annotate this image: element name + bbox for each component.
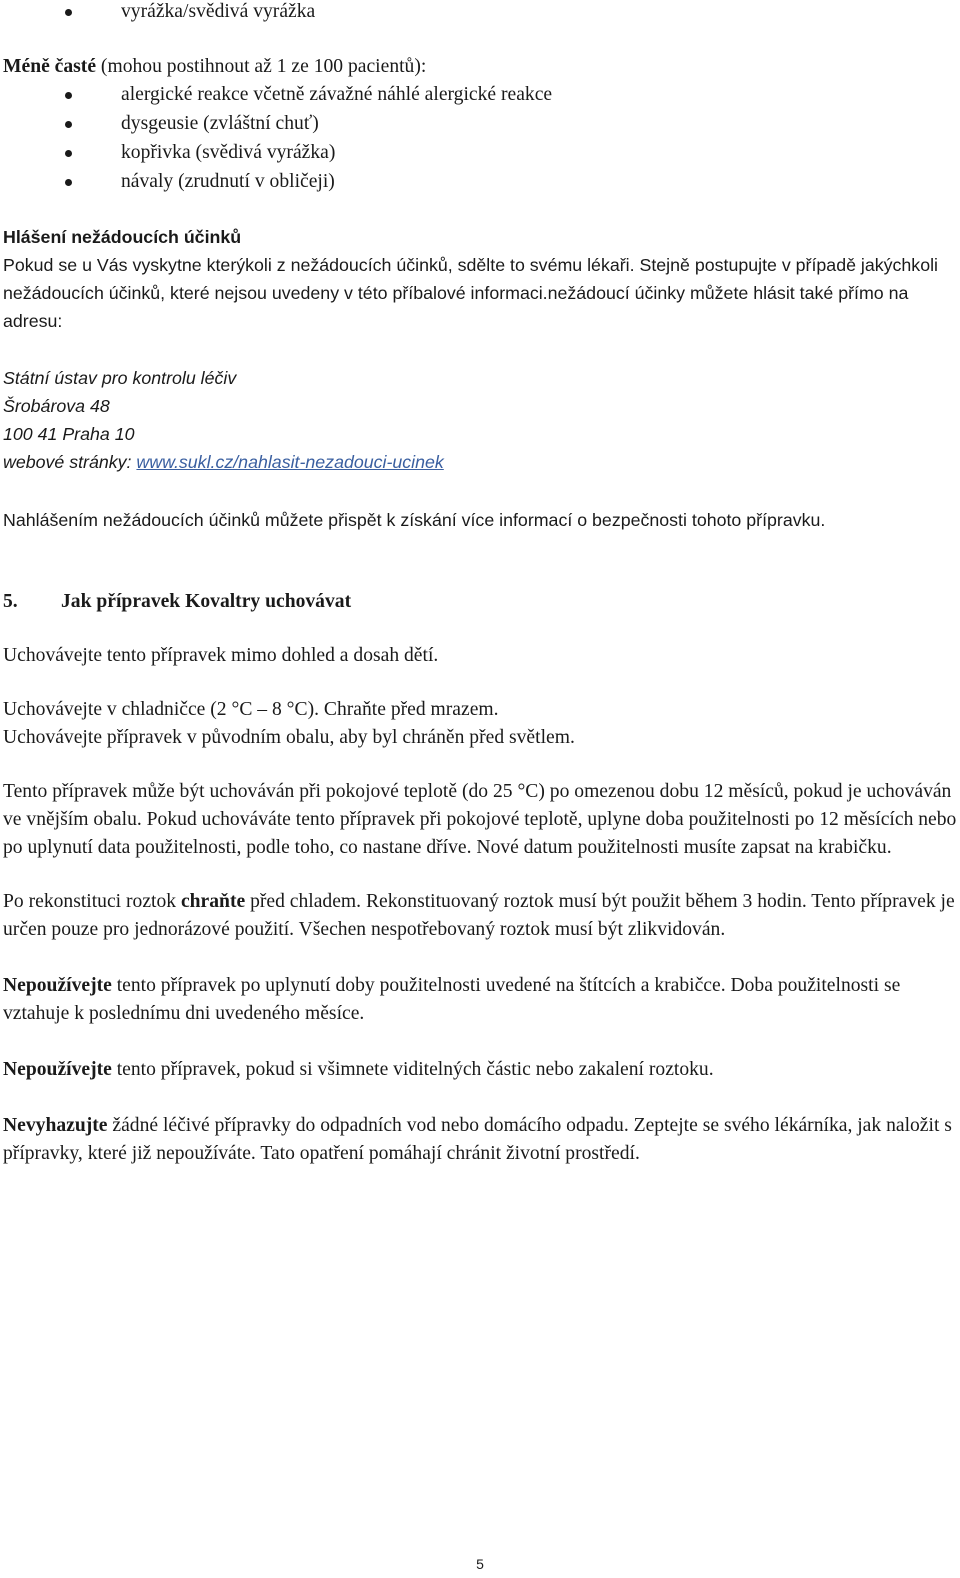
reporting-heading: Hlášení nežádoucích účinků bbox=[3, 227, 242, 247]
list-item: vyrážka/svědivá vyrážka bbox=[3, 0, 957, 27]
address-line-1: Státní ústav pro kontrolu léčiv bbox=[3, 368, 237, 388]
storage-p3: Tento přípravek může být uchováván při pokojové teplotě (do 25 °C) po omezenou dobu 12 měsíců, pokud je uchováván ve vnějším obalu. Pokud uchováváte tento přípravek při pokojové teplotě, uplyne doba použitelnosti po 12 měsících nebo po uplynutí data použitelnosti, podle toho, co nastane dříve. Nové datum použitelnosti musíte zapsat na krabičku. bbox=[3, 781, 957, 858]
storage-p4 bbox=[3, 888, 957, 944]
sukl-link[interactable]: www.sukl.cz/nahlasit-nezadouci-ucinek bbox=[136, 452, 444, 472]
storage-p6 bbox=[3, 1056, 957, 1084]
top-bullet-list bbox=[3, 0, 957, 27]
p6-bold: Nepoužívejte bbox=[3, 1059, 112, 1080]
storage-p2b: Uchovávejte přípravek v původním obalu, aby byl chráněn před světlem. bbox=[3, 727, 575, 748]
less-common-list bbox=[3, 81, 957, 197]
list-item: kopřivka (svědivá vyrážka) bbox=[3, 139, 957, 168]
address-line-3: 100 41 Praha 10 bbox=[3, 424, 135, 444]
reporting-closing: Nahlášením nežádoucích účinků můžete přispět k získání více informací o bezpečnosti tohoto přípravku. bbox=[3, 510, 826, 530]
storage-p1: Uchovávejte tento přípravek mimo dohled a dosah dětí. bbox=[3, 645, 439, 666]
p5-rest: tento přípravek po uplynutí doby použitelnosti uvedené na štítcích a krabičce. Doba použitelnosti se vztahuje k poslednímu dni uvedeného měsíce. bbox=[3, 975, 901, 1024]
section-number: 5. bbox=[3, 591, 18, 612]
p4-bold: chraňte bbox=[180, 891, 246, 912]
web-label: webové stránky: bbox=[3, 452, 137, 472]
address-line-2: Šrobárova 48 bbox=[3, 396, 110, 416]
storage-p5 bbox=[3, 972, 957, 1028]
p4-pre: Po rekonstituci roztok bbox=[3, 891, 181, 912]
p6-rest: tento přípravek, pokud si všimnete viditelných částic nebo zakalení roztoku. bbox=[111, 1059, 714, 1080]
list-item: alergické reakce včetně závažné náhlé alergické reakce bbox=[3, 81, 957, 110]
less-common-label bbox=[3, 53, 957, 81]
p7-bold: Nevyhazujte bbox=[3, 1115, 108, 1136]
list-item: návaly (zrudnutí v obličeji) bbox=[3, 168, 957, 197]
storage-p7 bbox=[3, 1112, 957, 1168]
less-common-bold: Méně časté bbox=[3, 56, 97, 77]
section-5-heading bbox=[3, 588, 957, 616]
page-number: 5 bbox=[476, 1556, 484, 1572]
document-page bbox=[3, 0, 957, 1168]
storage-p2a: Uchovávejte v chladničce (2 °C – 8 °C). Chraňte před mrazem. bbox=[3, 699, 499, 720]
reporting-text: Pokud se u Vás vyskytne kterýkoli z nežádoucích účinků, sdělte to svému lékaři. Stejně postupujte v případě jakýchkoli nežádoucích účinků, které nejsou uvedeny v této příbalové informaci.nežádoucí účinky můžete hlásit také přímo na adresu: bbox=[3, 255, 938, 331]
section-title: Jak přípravek Kovaltry uchovávat bbox=[61, 591, 352, 612]
p7-rest: žádné léčivé přípravky do odpadních vod nebo domácího odpadu. Zeptejte se svého lékárníka, jak naložit s přípravky, které již nepoužíváte. Tato opatření pomáhají chránit životní prostředí. bbox=[3, 1115, 952, 1164]
p5-bold: Nepoužívejte bbox=[3, 975, 112, 996]
less-common-rest: (mohou postihnout až 1 ze 100 pacientů): bbox=[96, 56, 427, 77]
address-web bbox=[3, 448, 957, 476]
list-item: dysgeusie (zvláštní chuť) bbox=[3, 110, 957, 139]
p4-post: před chladem. Rekonstituovaný roztok musí být použit během 3 hodin. Tento přípravek je určen pouze pro jednorázové použití. Všechen nespotřebovaný roztok musí být zlikvidován. bbox=[3, 891, 955, 940]
